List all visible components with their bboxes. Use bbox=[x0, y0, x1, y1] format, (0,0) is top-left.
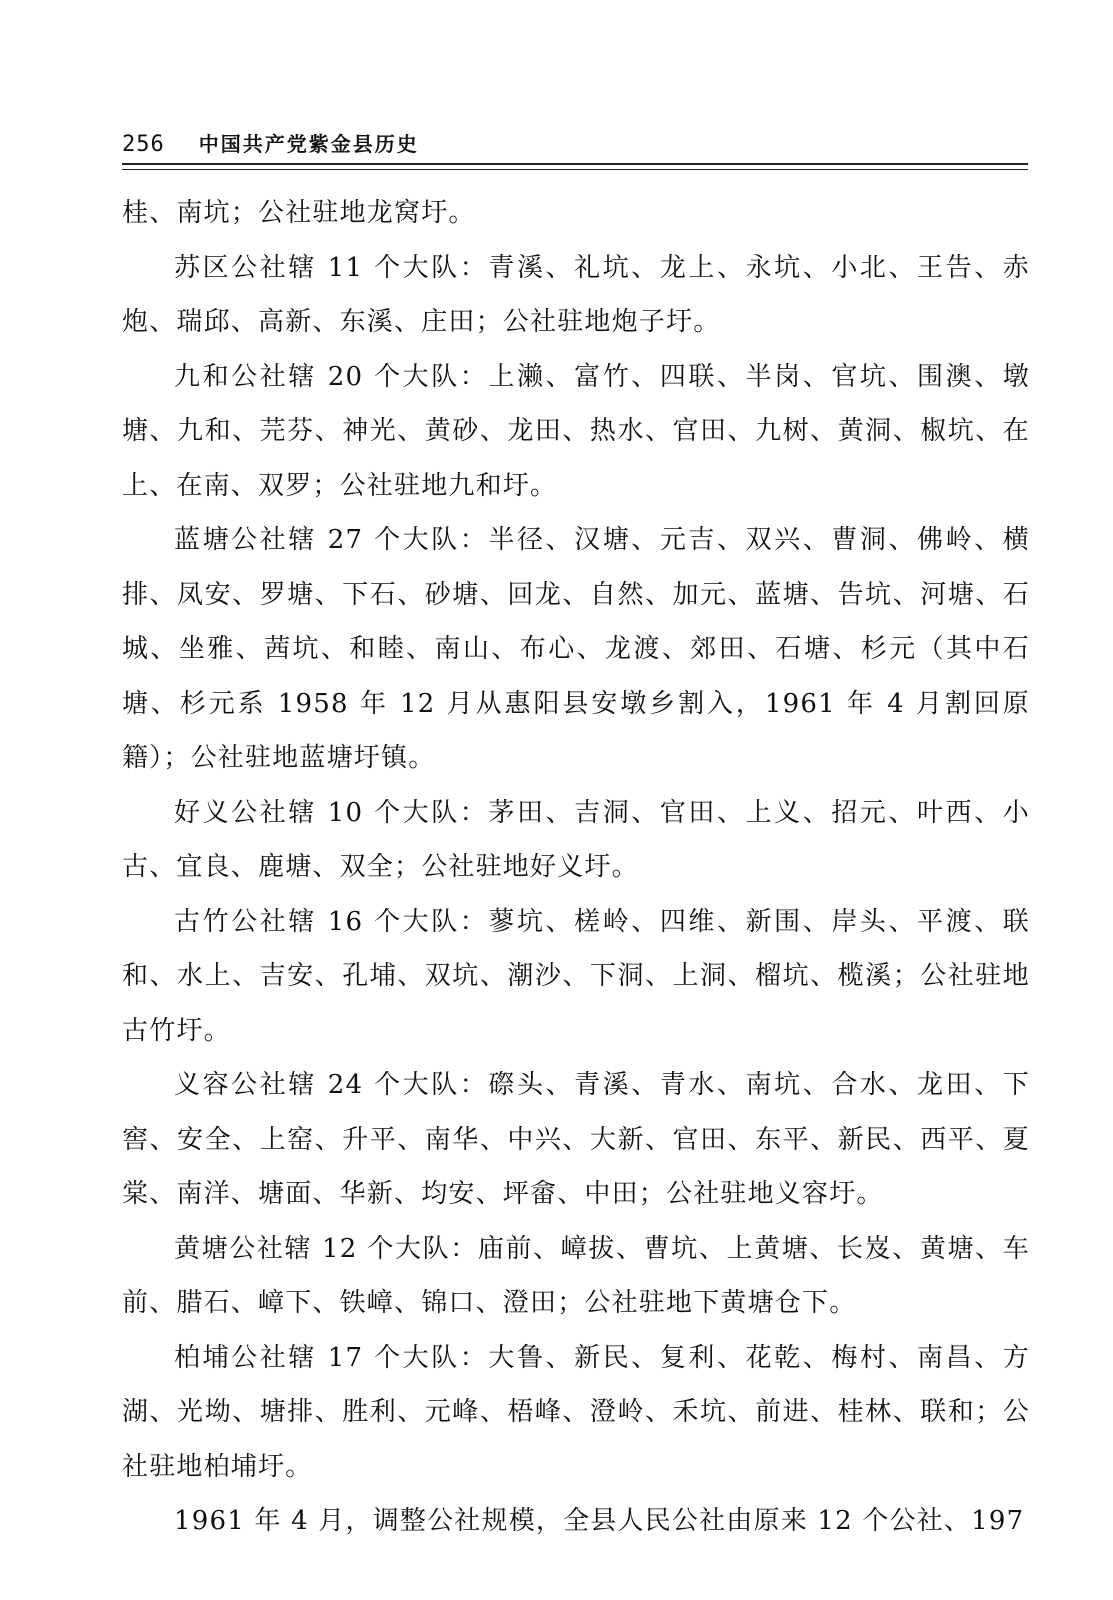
paragraph: 九和公社辖 20 个大队：上濑、富竹、四联、半岗、官坑、围澳、墩塘、九和、芫芬、神光、黄砂、龙田、热水、官田、九树、黄洞、椒坑、在上、在南、双罗；公社驻地九和圩。 bbox=[122, 361, 1030, 501]
paragraph: 苏区公社辖 11 个大队：青溪、礼坑、龙上、永坑、小北、王告、赤炮、瑞邱、高新、东溪、庄田；公社驻地炮子圩。 bbox=[122, 252, 1030, 337]
page-number: 256 bbox=[122, 132, 165, 157]
paragraph: 义容公社辖 24 个大队：磜头、青溪、青水、南坑、合水、龙田、下窖、安全、上窑、升平、南华、中兴、大新、官田、东平、新民、西平、夏棠、南洋、塘面、华新、均安、坪畲、中田；公社驻地义容圩。 bbox=[122, 1070, 1030, 1209]
header-rule-thick bbox=[122, 163, 1028, 165]
paragraph: 好义公社辖 10 个大队：茅田、吉洞、官田、上义、招元、叶西、小古、宜良、鹿塘、双全；公社驻地好义圩。 bbox=[122, 797, 1030, 882]
paragraph: 古竹公社辖 16 个大队：蓼坑、槎岭、四维、新围、岸头、平渡、联和、水上、吉安、孔埔、双坑、潮沙、下洞、上洞、榴坑、榄溪；公社驻地古竹圩。 bbox=[122, 906, 1030, 1046]
paragraph: 柏埔公社辖 17 个大队：大鲁、新民、复利、花乾、梅村、南昌、方湖、光坳、塘排、胜利、元峰、梧峰、澄岭、禾坑、前进、桂林、联和；公社驻地柏埔圩。 bbox=[122, 1342, 1030, 1482]
running-head: 中国共产党紫金县历史 bbox=[198, 132, 419, 156]
paragraph: 桂、南坑；公社驻地龙窝圩。 bbox=[122, 198, 476, 228]
header-rule-thin bbox=[122, 169, 1028, 170]
paragraph: 1961 年 4 月，调整公社规模，全县人民公社由原来 12 个公社、197 bbox=[174, 1506, 1025, 1536]
body-text bbox=[122, 186, 1030, 1549]
page-header bbox=[122, 128, 419, 162]
paragraph: 蓝塘公社辖 27 个大队：半径、汉塘、元吉、双兴、曹洞、佛岭、横排、凤安、罗塘、下石、砂塘、回龙、自然、加元、蓝塘、告坑、河塘、石城、坐雅、茜坑、和睦、南山、布心、龙渡、郊田、石塘、杉元（其中石塘、杉元系 1958 年 12 月从惠阳县安墩乡割入，1961 年 4 月割回原籍）；公社驻地蓝塘圩镇。 bbox=[122, 525, 1030, 773]
paragraph: 黄塘公社辖 12 个大队：庙前、嶂拔、曹坑、上黄塘、长岌、黄塘、车前、腊石、嶂下、铁嶂、锦口、澄田；公社驻地下黄塘仓下。 bbox=[122, 1233, 1030, 1318]
